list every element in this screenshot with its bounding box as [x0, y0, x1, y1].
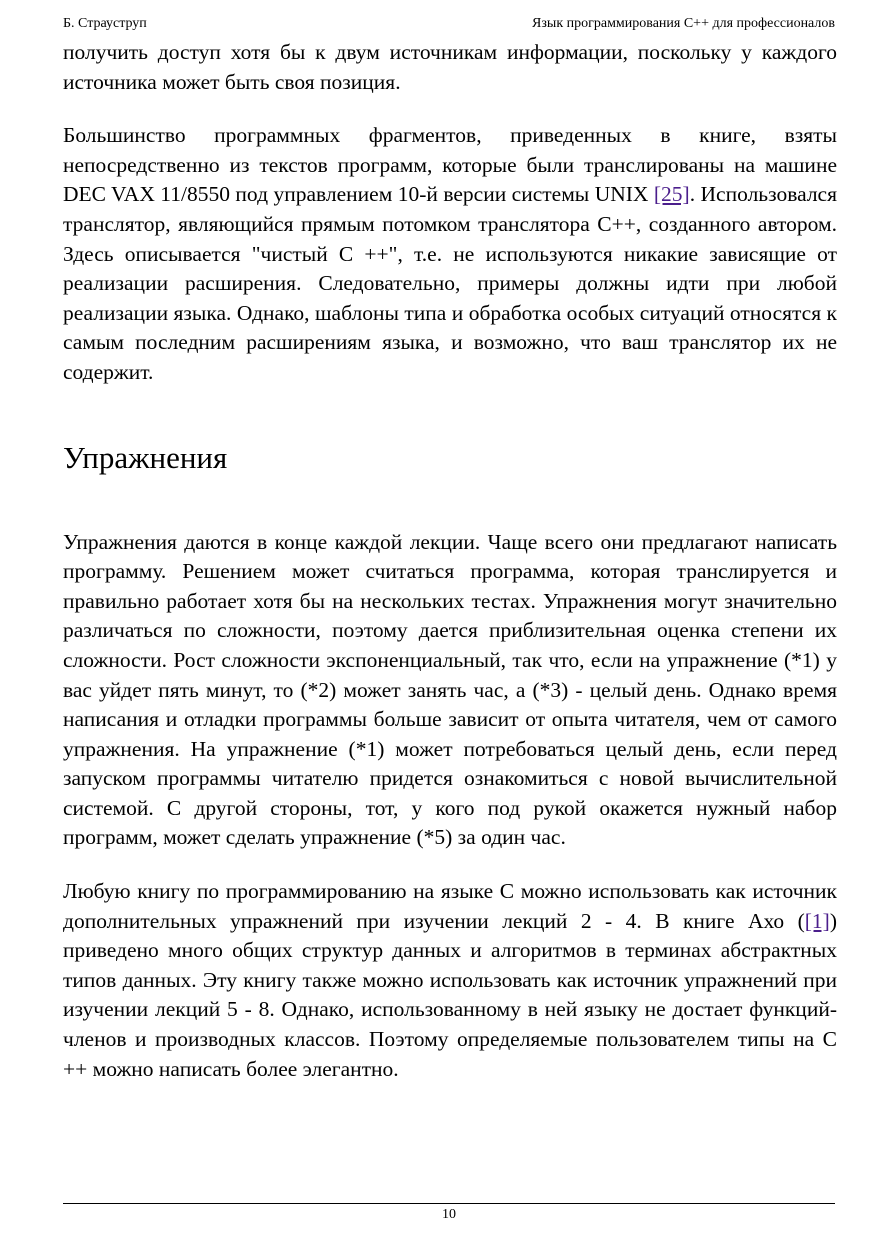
- page-header: [63, 16, 835, 34]
- page-content: [63, 38, 837, 1108]
- paragraph-2-text-start: Большинство программных фрагментов, приведенных в книге, взяты непосредственно из текстов программ, которые были транслированы на машине DEC VAX 11/8550 под управлением 10-й версии системы UNIX: [63, 123, 837, 207]
- header-author: Б. Страуструп: [63, 16, 147, 31]
- paragraph-1: [63, 38, 837, 97]
- paragraph-2-text-end: . Использовался транслятор, являющийся прямым потомком транслятора С++, созданного автором. Здесь описывается "чистый С ++", т.е. не используются никакие зависящие от реализации расширения. Следовательно, примеры должны идти при любой реализации языка. Однако, шаблоны типа и обработка особых ситуаций относятся к самым последним расширениям языка, и возможно, что ваш транслятор их не содержит.: [63, 182, 837, 384]
- paragraph-4-text-start: Любую книгу по программированию на языке С можно использовать как источник дополнительных упражнений при изучении лекций 2 - 4. В книге Ахо (: [63, 879, 837, 933]
- paragraph-3: [63, 528, 837, 854]
- reference-link-25[interactable]: [25]: [653, 182, 690, 207]
- paragraph-1-text: получить доступ хотя бы к двум источникам информации, поскольку у каждого источника может быть своя позиция.: [63, 40, 837, 94]
- footer-divider: [63, 1203, 835, 1204]
- page-number: 10: [442, 1207, 456, 1222]
- paragraph-3-text: Упражнения даются в конце каждой лекции. Чаще всего они предлагают написать программу. Решением может считаться программа, которая транслируется и правильно работает хотя бы на нескольких тестах. Упражнения могут значительно различаться по сложности, поэтому дается приблизительная оценка степени их сложности. Рост сложности экспоненциальный, так что, если на упражнение (*1) у вас уйдет пять минут, то (*2) может занять час, а (*3) - целый день. Однако время написания и отладки программы больше зависит от опыта читателя, чем от самого упражнения. На упражнение (*1) может потребоваться целый день, если перед запуском программы читателю придется ознакомиться с новой вычислительной системой. С другой стороны, тот, у кого под рукой окажется нужный набор программ, может сделать упражнение (*5) за один час.: [63, 529, 837, 850]
- reference-link-1[interactable]: [1]: [804, 908, 830, 933]
- paragraph-4: [63, 877, 837, 1084]
- header-book-title: Язык программирования С++ для профессионалов: [532, 16, 835, 31]
- paragraph-2: [63, 121, 837, 387]
- section-heading: Упражнения: [63, 439, 228, 475]
- paragraph-4-text-end: ) приведено много общих структур данных и алгоритмов в терминах абстрактных типов данных. Эту книгу также можно использовать как источник упражнений при изучении лекций 5 - 8. Однако, использованному в ней языку не достает функций-членов и производных классов. Поэтому определяемые пользователем типы на С ++ можно написать более элегантно.: [63, 908, 837, 1081]
